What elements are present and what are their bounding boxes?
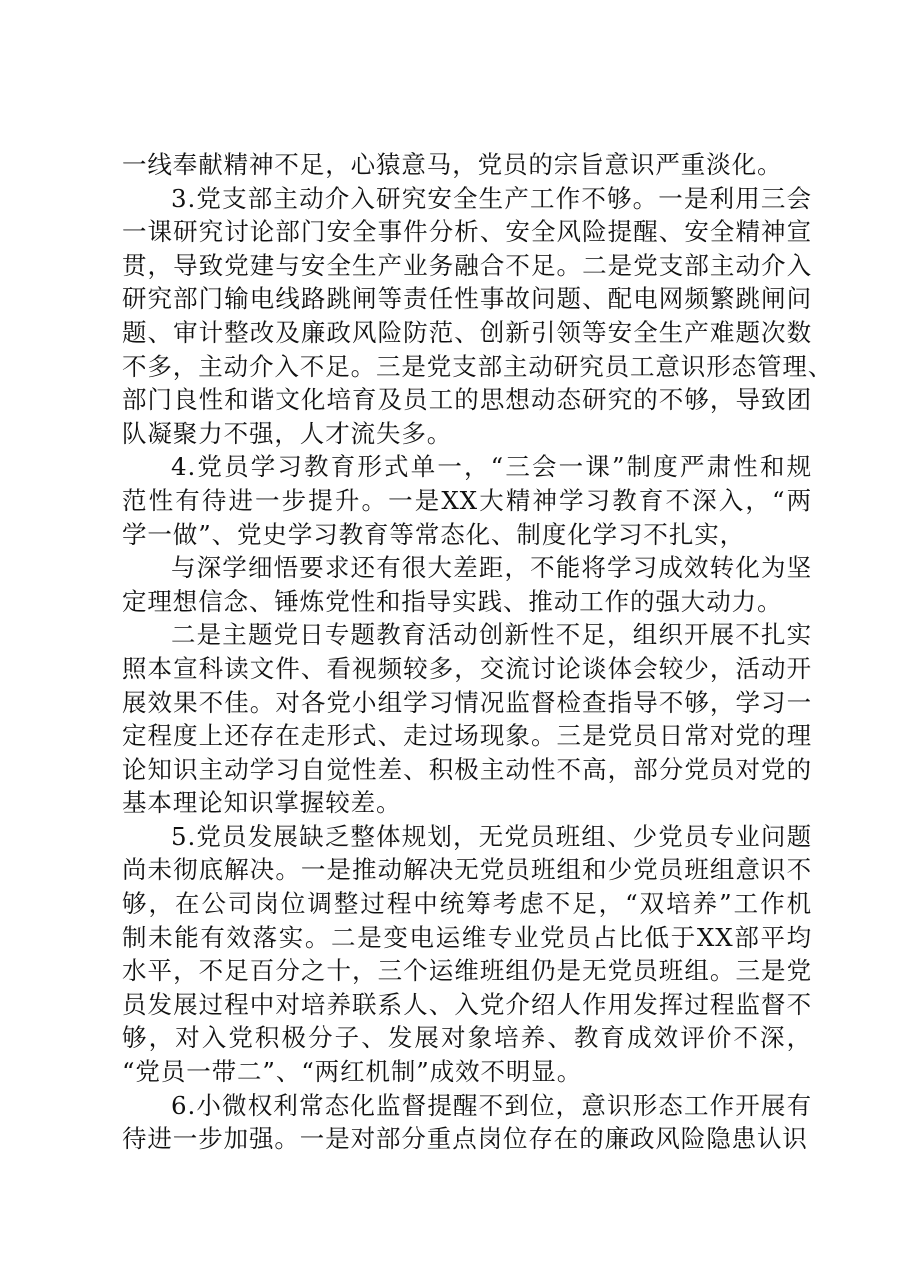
text-line: 3.党支部主动介入研究安全生产工作不够。一是利用三会 <box>171 183 812 213</box>
text-line: 部门良性和谐文化培育及员工的思想动态研究的不够，导致团 <box>122 385 812 415</box>
paragraph <box>122 618 812 820</box>
text-line: 水平，不足百分之十，三个运维班组仍是无党员班组。三是党 <box>122 956 812 986</box>
text-line: 一线奉献精神不足，心猿意马，党员的宗旨意识严重淡化。 <box>122 150 783 179</box>
text-line: 研究部门输电线路跳闸等责任性事故问题、配电网频繁跳闸问 <box>122 284 812 314</box>
paragraph <box>122 450 812 551</box>
text-line: 尚未彻底解决。一是推动解决无党员班组和少党员班组意识不 <box>122 855 812 885</box>
text-line: 够，对入党积极分子、发展对象培养、教育成效评价不深， <box>122 1023 812 1053</box>
text-line: 制未能有效落实。二是变电运维专业党员占比低于XX部平均 <box>122 922 812 952</box>
document-page <box>122 148 834 1156</box>
paragraph <box>122 148 812 182</box>
text-line: 照本宣科读文件、看视频较多，交流讨论谈体会较少，活动开 <box>122 653 812 683</box>
paragraph <box>122 820 812 1089</box>
text-line: 定程度上还存在走形式、走过场现象。三是党员日常对党的理 <box>122 721 812 751</box>
text-line: 展效果不佳。对各党小组学习情况监督检查指导不够，学习一 <box>122 687 812 717</box>
text-line: 不多，主动介入不足。三是党支部主动研究员工意识形态管理、 <box>122 351 834 381</box>
text-line: 基本理论知识掌握较差。 <box>122 788 402 818</box>
text-line: 题、审计整改及廉政风险防范、创新引领等安全生产难题次数 <box>122 317 812 347</box>
text-line: 一课研究讨论部门安全事件分析、安全风险提醒、安全精神宣 <box>122 217 812 247</box>
text-line: 二是主题党日专题教育活动创新性不足，组织开展不扎实 <box>171 620 812 650</box>
paragraph <box>122 551 812 618</box>
text-line: 论知识主动学习自觉性差、积极主动性不高，部分党员对党的 <box>122 754 812 784</box>
text-line: 贯，导致党建与安全生产业务融合不足。二是党支部主动介入 <box>122 250 812 280</box>
paragraph <box>122 182 834 451</box>
text-line: 5.党员发展缺乏整体规划，无党员班组、少党员专业问题 <box>171 821 812 851</box>
text-line: 4.党员学习教育形式单一，“三会一课”制度严肃性和规 <box>171 452 812 482</box>
text-line: 员发展过程中对培养联系人、入党介绍人作用发挥过程监督不 <box>122 989 812 1019</box>
text-line: 6.小微权利常态化监督提醒不到位，意识形态工作开展有 <box>171 1090 812 1120</box>
text-line: 队凝聚力不强，人才流失多。 <box>122 418 453 448</box>
text-line: 待进一步加强。一是对部分重点岗位存在的廉政风险隐患认识 <box>122 1124 808 1154</box>
paragraph <box>122 1089 812 1156</box>
text-line: “党员一带二”、“两红机制”成效不明显。 <box>122 1057 583 1087</box>
text-line: 学一做”、党史学习教育等常态化、制度化学习不扎实， <box>122 519 746 549</box>
text-line: 与深学细悟要求还有很大差距，不能将学习成效转化为坚 <box>171 553 812 583</box>
text-line: 定理想信念、锤炼党性和指导实践、推动工作的强大动力。 <box>122 586 783 616</box>
text-line: 范性有待进一步提升。一是XX大精神学习教育不深入，“两 <box>122 485 812 515</box>
text-line: 够，在公司岗位调整过程中统筹考虑不足，“双培养”工作机 <box>122 889 812 919</box>
